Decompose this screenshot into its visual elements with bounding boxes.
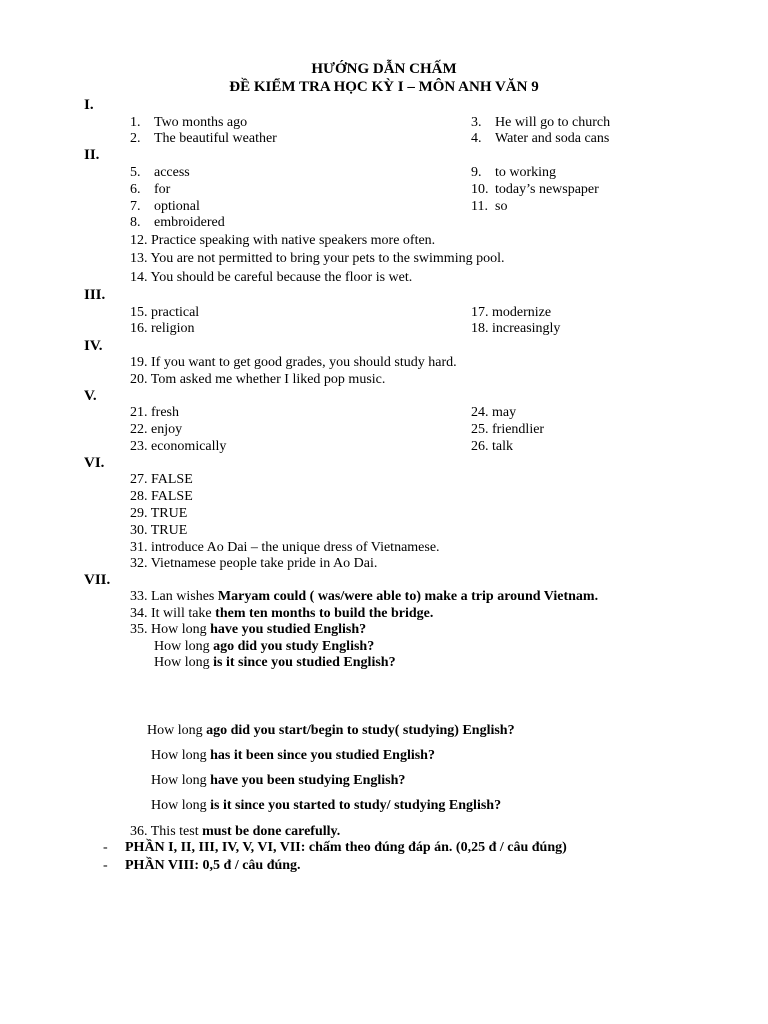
answer-27: 27. FALSE	[130, 472, 193, 487]
answer-20: 20. Tom asked me whether I liked pop music.	[130, 372, 386, 387]
section-heading-1: I.	[84, 97, 94, 113]
answer-34: 34. It will take them ten months to build the bridge.	[130, 606, 434, 621]
alt-answer-3: How long have you been studying English?	[151, 773, 406, 788]
alt-answer-2: How long has it been since you studied English?	[151, 748, 435, 763]
answer-26: 26. talk	[471, 439, 513, 454]
scoring-bullet-2: -	[103, 858, 108, 873]
answer-18: 18. increasingly	[471, 321, 561, 336]
section-heading-7: VII.	[84, 572, 111, 588]
section-heading-5: V.	[84, 388, 97, 404]
answer-3: 3. He will go to church	[471, 115, 611, 130]
answer-35-alt-1: How long ago did you study English?	[154, 639, 375, 654]
answer-11: 11. so	[471, 199, 508, 214]
answer-7: 7. optional	[130, 199, 200, 214]
answer-15: 15. practical	[130, 305, 200, 320]
answer-28: 28. FALSE	[130, 489, 193, 504]
doc-title: HƯỚNG DẪN CHẤM	[311, 61, 457, 77]
answer-17: 17. modernize	[471, 305, 552, 320]
answer-35-alt-2: How long is it since you studied English?	[154, 655, 396, 670]
answer-30: 30. TRUE	[130, 523, 188, 538]
scoring-note-1: PHẦN I, II, III, IV, V, VI, VII: chấm theo đúng đáp án. (0,25 đ / câu đúng)	[125, 840, 567, 855]
answer-5: 5. access	[130, 165, 190, 180]
answer-13: 13. You are not permitted to bring your pets to the swimming pool.	[130, 251, 505, 266]
answer-6: 6. for	[130, 182, 171, 197]
answer-12: 12. Practice speaking with native speakers more often.	[130, 233, 436, 248]
answer-21: 21. fresh	[130, 405, 179, 420]
answer-8: 8. embroidered	[130, 215, 225, 230]
section-heading-6: VI.	[84, 455, 105, 471]
scoring-note-2: PHẦN VIII: 0,5 đ / câu đúng.	[125, 858, 301, 873]
answer-10: 10. today’s newspaper	[471, 182, 599, 197]
alt-answer-4: How long is it since you started to study/ studying English?	[151, 798, 502, 813]
answer-9: 9. to working	[471, 165, 557, 180]
answer-35: 35. How long have you studied English?	[130, 622, 367, 637]
scoring-bullet-1: -	[103, 840, 108, 855]
section-heading-3: III.	[84, 287, 106, 303]
answer-23: 23. economically	[130, 439, 227, 454]
answer-22: 22. enjoy	[130, 422, 183, 437]
answer-2: 2. The beautiful weather	[130, 131, 277, 146]
alt-answer-1: How long ago did you start/begin to study( studying) English?	[147, 723, 515, 738]
answer-36: 36. This test must be done carefully.	[130, 824, 341, 839]
answer-33: 33. Lan wishes Maryam could ( was/were able to) make a trip around Vietnam.	[130, 589, 599, 604]
answer-14: 14. You should be careful because the floor is wet.	[130, 270, 413, 285]
answer-31: 31. introduce Ao Dai – the unique dress of Vietnamese.	[130, 540, 440, 555]
doc-subtitle: ĐỀ KIỂM TRA HỌC KỲ I – MÔN ANH VĂN 9	[229, 79, 539, 95]
answer-19: 19. If you want to get good grades, you should study hard.	[130, 355, 457, 370]
answer-16: 16. religion	[130, 321, 195, 336]
section-heading-2: II.	[84, 147, 100, 163]
answer-24: 24. may	[471, 405, 517, 420]
answer-32: 32. Vietnamese people take pride in Ao Dai.	[130, 556, 378, 571]
answer-25: 25. friendlier	[471, 422, 545, 437]
answer-1: 1. Two months ago	[130, 115, 248, 130]
answer-4: 4. Water and soda cans	[471, 131, 610, 146]
answer-29: 29. TRUE	[130, 506, 188, 521]
section-heading-4: IV.	[84, 338, 103, 354]
